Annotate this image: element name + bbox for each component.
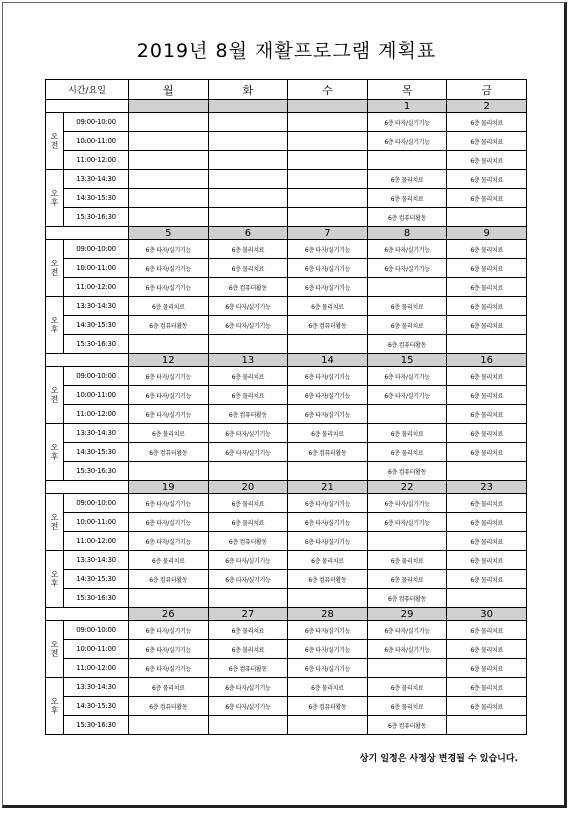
time-slot-label: 13:30-14:30: [64, 297, 129, 316]
program-cell: 6층 타자/실기기능: [288, 494, 368, 513]
date-row-spacer: [46, 608, 129, 621]
program-cell: 6층 타자/실기기능: [129, 640, 209, 659]
date-cell: 21: [288, 481, 368, 494]
program-cell: 6층 물리치료: [288, 678, 368, 697]
time-slot-row: [46, 170, 527, 189]
date-cell: 8: [367, 227, 447, 240]
pm-label: 오 후: [46, 424, 64, 481]
time-slot-row: [46, 462, 527, 481]
time-slot-label: 15:30-16:30: [64, 716, 129, 735]
program-cell: 6층 타자/실기기능: [367, 132, 447, 151]
program-cell: 6층 물리치료: [447, 151, 527, 170]
date-cell: 15: [367, 354, 447, 367]
time-slot-label: 14:30-15:30: [64, 316, 129, 335]
pm-label: 오 후: [46, 678, 64, 735]
program-cell: 6층 물리치료: [208, 494, 288, 513]
time-slot-label: 13:30-14:30: [64, 678, 129, 697]
program-cell: 6층 물리치료: [447, 570, 527, 589]
program-cell: 6층 물리치료: [447, 697, 527, 716]
header-row: [46, 80, 527, 100]
program-cell: 6층 타자/실기기능: [208, 697, 288, 716]
program-cell: [129, 589, 209, 608]
program-cell: [129, 170, 209, 189]
time-slot-row: [46, 240, 527, 259]
program-cell: 6층 타자/실기기능: [129, 367, 209, 386]
program-cell: 6층 컴퓨터활동: [288, 570, 368, 589]
date-cell: 28: [288, 608, 368, 621]
date-cell: 6: [208, 227, 288, 240]
time-slot-row: [46, 494, 527, 513]
program-cell: 6층 물리치료: [208, 259, 288, 278]
program-cell: [208, 170, 288, 189]
program-cell: [208, 189, 288, 208]
time-slot-row: [46, 259, 527, 278]
program-cell: 6층 물리치료: [447, 494, 527, 513]
time-slot-row: [46, 640, 527, 659]
program-cell: 6층 물리치료: [367, 316, 447, 335]
date-row-spacer: [46, 100, 129, 113]
program-cell: [288, 208, 368, 227]
program-cell: [208, 589, 288, 608]
date-row-spacer: [46, 354, 129, 367]
time-slot-label: 15:30-16:30: [64, 589, 129, 608]
program-cell: [288, 113, 368, 132]
program-cell: [129, 208, 209, 227]
week-date-row: [46, 354, 527, 367]
time-slot-label: 09:00-10:00: [64, 621, 129, 640]
program-cell: [447, 716, 527, 735]
program-cell: 6층 물리치료: [208, 621, 288, 640]
date-cell: 27: [208, 608, 288, 621]
time-slot-label: 11:00-12:00: [64, 151, 129, 170]
program-cell: 6층 타자/실기기능: [288, 532, 368, 551]
date-cell: 29: [367, 608, 447, 621]
program-cell: 6층 물리치료: [288, 297, 368, 316]
date-cell: 23: [447, 481, 527, 494]
time-slot-row: [46, 716, 527, 735]
program-cell: 6층 컴퓨터활동: [288, 443, 368, 462]
program-cell: 6층 컴퓨터활동: [367, 716, 447, 735]
time-slot-row: [46, 208, 527, 227]
time-slot-row: [46, 513, 527, 532]
program-cell: [288, 335, 368, 354]
date-row-spacer: [46, 227, 129, 240]
program-cell: 6층 타자/실기기능: [129, 513, 209, 532]
time-slot-label: 15:30-16:30: [64, 462, 129, 481]
program-cell: 6층 타자/실기기능: [208, 316, 288, 335]
program-cell: 6층 컴퓨터활동: [208, 659, 288, 678]
program-cell: 6층 물리치료: [129, 678, 209, 697]
date-cell: 13: [208, 354, 288, 367]
program-cell: 6층 타자/실기기능: [129, 405, 209, 424]
program-cell: 6층 물리치료: [367, 189, 447, 208]
program-cell: [129, 151, 209, 170]
time-slot-label: 10:00-11:00: [64, 640, 129, 659]
time-slot-row: [46, 297, 527, 316]
program-cell: 6층 타자/실기기능: [367, 113, 447, 132]
am-label: 오 전: [46, 113, 64, 170]
program-cell: [447, 335, 527, 354]
program-cell: 6층 물리치료: [447, 240, 527, 259]
time-slot-row: [46, 151, 527, 170]
program-cell: 6층 타자/실기기능: [208, 570, 288, 589]
am-label: 오 전: [46, 367, 64, 424]
program-cell: 6층 타자/실기기능: [129, 494, 209, 513]
program-cell: 6층 타자/실기기능: [129, 532, 209, 551]
program-cell: 6층 물리치료: [447, 297, 527, 316]
time-slot-row: [46, 386, 527, 405]
program-cell: 6층 물리치료: [367, 551, 447, 570]
program-cell: 6층 물리치료: [367, 570, 447, 589]
time-slot-label: 13:30-14:30: [64, 170, 129, 189]
pm-label: 오 후: [46, 551, 64, 608]
time-slot-label: 09:00-10:00: [64, 113, 129, 132]
program-cell: [367, 278, 447, 297]
program-cell: 6층 물리치료: [447, 424, 527, 443]
week-date-row: [46, 100, 527, 113]
program-cell: 6층 물리치료: [447, 316, 527, 335]
program-cell: 6층 타자/실기기능: [288, 640, 368, 659]
time-slot-label: 11:00-12:00: [64, 532, 129, 551]
program-cell: [208, 208, 288, 227]
program-cell: 6층 컴퓨터활동: [288, 316, 368, 335]
time-slot-row: [46, 589, 527, 608]
time-day-header: 시간/요일: [46, 80, 129, 100]
program-cell: 6층 타자/실기기능: [367, 259, 447, 278]
time-slot-row: [46, 424, 527, 443]
program-cell: 6층 물리치료: [447, 551, 527, 570]
pm-label: 오 후: [46, 170, 64, 227]
program-cell: 6층 물리치료: [447, 640, 527, 659]
time-slot-label: 14:30-15:30: [64, 189, 129, 208]
date-cell: 22: [367, 481, 447, 494]
date-cell: 14: [288, 354, 368, 367]
program-cell: 6층 컴퓨터활동: [129, 443, 209, 462]
time-slot-row: [46, 621, 527, 640]
time-slot-row: [46, 678, 527, 697]
time-slot-row: [46, 570, 527, 589]
program-cell: 6층 컴퓨터활동: [129, 570, 209, 589]
program-cell: [447, 208, 527, 227]
program-cell: [208, 462, 288, 481]
program-cell: [288, 589, 368, 608]
time-slot-label: 09:00-10:00: [64, 367, 129, 386]
time-slot-label: 14:30-15:30: [64, 697, 129, 716]
day-header: 금: [447, 80, 527, 100]
program-cell: 6층 타자/실기기능: [208, 678, 288, 697]
program-cell: [288, 132, 368, 151]
program-cell: 6층 타자/실기기능: [208, 443, 288, 462]
program-cell: 6층 타자/실기기능: [367, 513, 447, 532]
program-cell: 6층 물리치료: [367, 697, 447, 716]
program-cell: 6층 물리치료: [129, 424, 209, 443]
page-title: 2019년 8월 재활프로그램 계획표: [136, 40, 437, 62]
program-cell: [288, 189, 368, 208]
program-cell: 6층 물리치료: [367, 297, 447, 316]
program-cell: 6층 타자/실기기능: [288, 621, 368, 640]
schedule-table: [45, 79, 527, 735]
time-slot-label: 11:00-12:00: [64, 659, 129, 678]
program-cell: 6층 물리치료: [447, 621, 527, 640]
day-header: 목: [367, 80, 447, 100]
time-slot-row: [46, 189, 527, 208]
program-cell: 6층 타자/실기기능: [129, 659, 209, 678]
program-cell: 6층 물리치료: [208, 367, 288, 386]
time-slot-row: [46, 443, 527, 462]
date-cell: 26: [129, 608, 209, 621]
program-cell: 6층 타자/실기기능: [208, 297, 288, 316]
program-cell: 6층 타자/실기기능: [129, 386, 209, 405]
program-cell: 6층 물리치료: [447, 678, 527, 697]
program-cell: [288, 716, 368, 735]
program-cell: 6층 물리치료: [129, 297, 209, 316]
time-slot-row: [46, 278, 527, 297]
date-cell: 12: [129, 354, 209, 367]
time-slot-label: 10:00-11:00: [64, 513, 129, 532]
program-cell: [447, 462, 527, 481]
time-slot-label: 11:00-12:00: [64, 405, 129, 424]
program-cell: [208, 716, 288, 735]
time-slot-row: [46, 316, 527, 335]
program-cell: [129, 716, 209, 735]
program-cell: [129, 132, 209, 151]
program-cell: [288, 151, 368, 170]
program-cell: 6층 타자/실기기능: [367, 240, 447, 259]
schedule-note: 상기 일정은 사정상 변경될 수 있습니다.: [359, 754, 518, 764]
program-cell: 6층 물리치료: [367, 678, 447, 697]
time-slot-row: [46, 551, 527, 570]
program-cell: 6층 타자/실기기능: [288, 386, 368, 405]
program-cell: 6층 타자/실기기능: [367, 621, 447, 640]
program-cell: [129, 335, 209, 354]
date-cell: [208, 100, 288, 113]
program-cell: 6층 컴퓨터활동: [288, 697, 368, 716]
time-slot-label: 09:00-10:00: [64, 240, 129, 259]
time-slot-label: 11:00-12:00: [64, 278, 129, 297]
program-cell: 6층 물리치료: [447, 386, 527, 405]
program-cell: [367, 532, 447, 551]
program-cell: 6층 물리치료: [447, 532, 527, 551]
program-cell: [129, 462, 209, 481]
week-date-row: [46, 481, 527, 494]
program-cell: 6층 물리치료: [447, 405, 527, 424]
program-cell: 6층 물리치료: [447, 170, 527, 189]
schedule-body: [46, 100, 527, 735]
time-slot-label: 13:30-14:30: [64, 551, 129, 570]
program-cell: 6층 타자/실기기능: [129, 259, 209, 278]
program-cell: 6층 물리치료: [447, 443, 527, 462]
program-cell: 6층 물리치료: [447, 659, 527, 678]
program-cell: 6층 물리치료: [208, 513, 288, 532]
time-slot-row: [46, 405, 527, 424]
program-cell: 6층 컴퓨터활동: [208, 405, 288, 424]
program-cell: 6층 타자/실기기능: [288, 367, 368, 386]
date-cell: 20: [208, 481, 288, 494]
program-cell: [208, 132, 288, 151]
program-cell: 6층 물리치료: [288, 424, 368, 443]
program-cell: 6층 물리치료: [208, 640, 288, 659]
program-cell: 6층 물리치료: [208, 386, 288, 405]
program-cell: 6층 물리치료: [367, 170, 447, 189]
program-cell: [367, 405, 447, 424]
time-slot-label: 13:30-14:30: [64, 424, 129, 443]
time-slot-label: 10:00-11:00: [64, 259, 129, 278]
time-slot-row: [46, 659, 527, 678]
program-cell: [208, 151, 288, 170]
program-cell: 6층 컴퓨터활동: [367, 589, 447, 608]
program-cell: 6층 물리치료: [288, 551, 368, 570]
program-cell: 6층 물리치료: [447, 278, 527, 297]
program-cell: 6층 컴퓨터활동: [129, 697, 209, 716]
date-cell: 2: [447, 100, 527, 113]
program-cell: 6층 타자/실기기능: [288, 513, 368, 532]
program-cell: 6층 물리치료: [447, 113, 527, 132]
time-slot-row: [46, 113, 527, 132]
time-slot-label: 10:00-11:00: [64, 132, 129, 151]
program-cell: [447, 589, 527, 608]
program-cell: 6층 타자/실기기능: [367, 386, 447, 405]
program-cell: 6층 컴퓨터활동: [367, 335, 447, 354]
program-cell: 6층 컴퓨터활동: [367, 462, 447, 481]
time-slot-row: [46, 697, 527, 716]
program-cell: 6층 타자/실기기능: [367, 640, 447, 659]
program-cell: 6층 컴퓨터활동: [129, 316, 209, 335]
date-cell: 16: [447, 354, 527, 367]
program-cell: 6층 물리치료: [447, 189, 527, 208]
program-cell: 6층 물리치료: [447, 259, 527, 278]
program-cell: 6층 타자/실기기능: [208, 424, 288, 443]
program-cell: 6층 타자/실기기능: [367, 367, 447, 386]
program-cell: 6층 물리치료: [447, 513, 527, 532]
program-cell: [208, 113, 288, 132]
program-cell: 6층 타자/실기기능: [288, 405, 368, 424]
am-label: 오 전: [46, 494, 64, 551]
date-cell: 1: [367, 100, 447, 113]
date-cell: 7: [288, 227, 368, 240]
program-cell: 6층 타자/실기기능: [288, 659, 368, 678]
date-cell: 9: [447, 227, 527, 240]
program-cell: 6층 타자/실기기능: [288, 259, 368, 278]
program-cell: [129, 189, 209, 208]
time-slot-label: 14:30-15:30: [64, 570, 129, 589]
program-cell: 6층 타자/실기기능: [129, 621, 209, 640]
date-cell: [129, 100, 209, 113]
am-label: 오 전: [46, 240, 64, 297]
time-slot-label: 09:00-10:00: [64, 494, 129, 513]
program-cell: 6층 물리치료: [367, 424, 447, 443]
program-cell: [208, 335, 288, 354]
program-cell: 6층 물리치료: [447, 367, 527, 386]
program-cell: 6층 컴퓨터활동: [208, 532, 288, 551]
time-slot-label: 10:00-11:00: [64, 386, 129, 405]
program-cell: 6층 물리치료: [129, 551, 209, 570]
program-cell: 6층 물리치료: [447, 132, 527, 151]
date-cell: 5: [129, 227, 209, 240]
program-cell: [367, 151, 447, 170]
pm-label: 오 후: [46, 297, 64, 354]
date-cell: [288, 100, 368, 113]
time-slot-row: [46, 335, 527, 354]
date-cell: 30: [447, 608, 527, 621]
program-cell: [367, 659, 447, 678]
time-slot-row: [46, 532, 527, 551]
program-cell: 6층 타자/실기기능: [129, 240, 209, 259]
time-slot-row: [46, 132, 527, 151]
time-slot-label: 15:30-16:30: [64, 335, 129, 354]
time-slot-row: [46, 367, 527, 386]
date-row-spacer: [46, 481, 129, 494]
program-cell: [129, 113, 209, 132]
program-cell: [288, 462, 368, 481]
week-date-row: [46, 608, 527, 621]
program-cell: 6층 타자/실기기능: [367, 494, 447, 513]
program-cell: 6층 타자/실기기능: [288, 240, 368, 259]
program-cell: 6층 물리치료: [208, 240, 288, 259]
program-cell: 6층 타자/실기기능: [288, 278, 368, 297]
day-header: 월: [129, 80, 209, 100]
day-header: 수: [288, 80, 368, 100]
program-cell: 6층 컴퓨터활동: [208, 278, 288, 297]
date-cell: 19: [129, 481, 209, 494]
program-cell: 6층 컴퓨터활동: [367, 208, 447, 227]
program-cell: [288, 170, 368, 189]
day-header: 화: [208, 80, 288, 100]
time-slot-label: 15:30-16:30: [64, 208, 129, 227]
program-cell: 6층 물리치료: [367, 443, 447, 462]
week-date-row: [46, 227, 527, 240]
time-slot-label: 14:30-15:30: [64, 443, 129, 462]
am-label: 오 전: [46, 621, 64, 678]
program-cell: 6층 타자/실기기능: [129, 278, 209, 297]
program-cell: 6층 타자/실기기능: [208, 551, 288, 570]
